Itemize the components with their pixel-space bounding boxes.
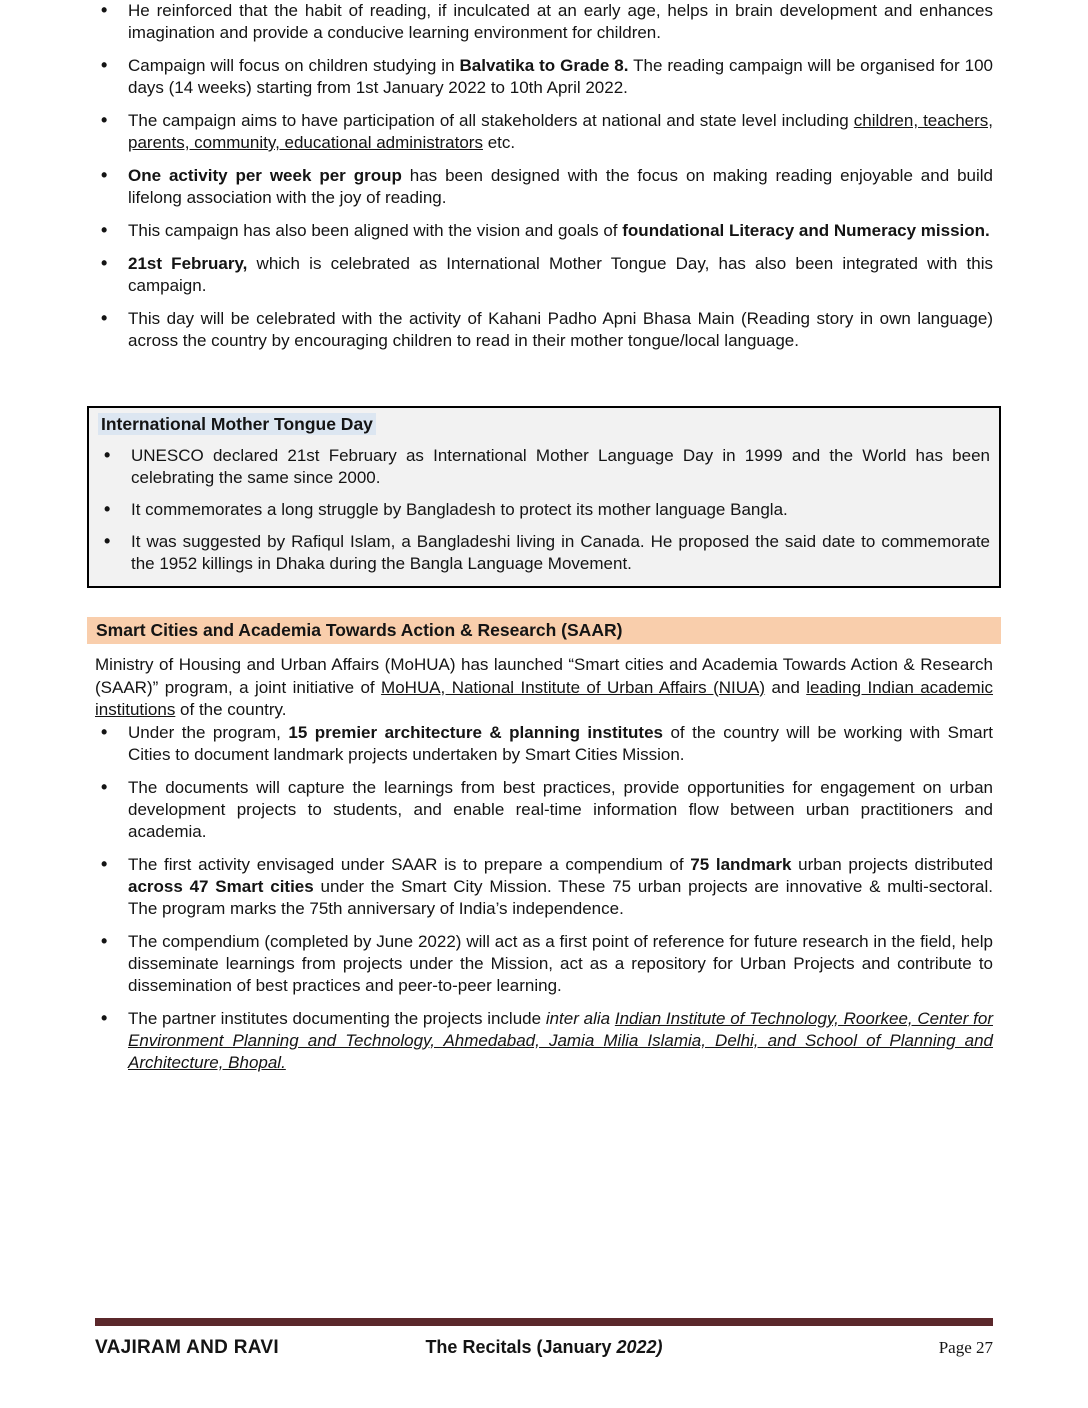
box-title: International Mother Tongue Day	[98, 413, 376, 435]
text-segment: The documents will capture the learnings from best practices, provide opportunities for engagement on urban development projects to students, and enable real-time information flow between urban practitioners and academia.	[128, 777, 993, 841]
saar-section-heading: Smart Cities and Academia Towards Action & Research (SAAR)	[87, 617, 1001, 644]
text-segment: The campaign aims to have participation of all stakeholders at national and state level including	[128, 111, 854, 130]
text-segment: This campaign has also been aligned with the vision and goals of	[128, 221, 623, 240]
text-segment: It was suggested by Rafiqul Islam, a Bangladeshi living in Canada. He proposed the said date to commemorate the 1952 killings in Dhaka during the Bangla Language Movement.	[131, 532, 990, 573]
mother-tongue-day-box	[87, 406, 1001, 588]
text-segment: 15 premier architecture & planning institutes	[288, 722, 663, 742]
mother-tongue-day-bullet-list	[98, 445, 990, 575]
list-item	[95, 0, 993, 44]
text-segment: The compendium (completed by June 2022) will act as a first point of reference for future research in the field, help disseminate learnings from projects under the Mission, act as a repository for Urban Projects and contribute to dissemination of best practices and peer-to-peer learning.	[128, 931, 993, 995]
footer-page-number: Page 27	[938, 1338, 993, 1357]
text-segment: Balvatika to Grade 8.	[459, 56, 629, 75]
text-segment: The partner institutes documenting the projects include	[128, 1008, 546, 1028]
text-segment: The first activity envisaged under SAAR is to prepare a compendium of	[128, 854, 691, 874]
text-segment: etc.	[482, 133, 516, 152]
text-segment: It commemorates a long struggle by Bangladesh to protect its mother language Bangla.	[131, 500, 788, 519]
list-item	[95, 220, 993, 242]
list-item	[95, 1008, 993, 1074]
text-segment: and	[765, 677, 807, 697]
text-segment: UNESCO declared 21st February as International Mother Language Day in 1999 and the World has been celebrating the same since 2000.	[131, 446, 990, 487]
footer-publication-title	[375, 1337, 713, 1358]
text-segment: This day will be celebrated with the activity of Kahani Padho Apni Bhasa Main (Reading story in own language) across the country by encouraging children to read in their mother tongue/local language.	[128, 309, 993, 350]
text-segment: urban projects distributed	[791, 854, 993, 874]
text-segment: children, teachers, parents, community, educational administrators	[128, 111, 994, 152]
text-segment: of the country will be working with Smart Cities to document landmark projects undertaken by Smart Cities Mission.	[128, 722, 993, 764]
text-segment: Campaign will focus on children studying in	[128, 56, 460, 75]
text-segment: 21st February,	[128, 254, 248, 273]
text-segment: Under the program,	[128, 722, 289, 742]
text-segment: inter alia	[545, 1008, 611, 1028]
footer-divider	[95, 1318, 993, 1326]
text-segment: He reinforced that the habit of reading, if inculcated at an early age, helps in brain development and enhances imagination and provide a conducive learning environment for children.	[128, 1, 993, 42]
text-segment: The Recitals (January	[425, 1337, 617, 1357]
text-segment: 2022)	[616, 1337, 663, 1357]
list-item	[95, 722, 993, 766]
list-item	[95, 777, 993, 843]
list-item	[95, 55, 993, 99]
page-footer	[95, 1318, 993, 1359]
footer-row	[95, 1337, 993, 1359]
list-item	[98, 445, 990, 489]
text-segment: of the country.	[175, 700, 287, 719]
list-item	[98, 531, 990, 575]
text-segment: 75 landmark	[690, 854, 792, 874]
list-item	[95, 854, 993, 920]
text-segment: One activity per week per group	[128, 166, 402, 185]
text-segment: which is celebrated as International Mother Tongue Day, has also been integrated with this campaign.	[128, 254, 993, 295]
list-item	[98, 499, 990, 521]
text-segment: leading Indian academic institutions	[95, 677, 993, 719]
saar-bullet-list	[95, 722, 993, 1074]
text-segment: Ministry of Housing and Urban Affairs (MoHUA) has launched “Smart cities and Academia Towards Action & Research (SAAR)” program, a joint initiative of	[95, 655, 993, 697]
text-segment: across 47 Smart cities	[128, 876, 314, 896]
text-segment: has been designed with the focus on making reading enjoyable and build lifelong association with the joy of reading.	[128, 166, 993, 207]
list-item	[95, 308, 993, 352]
text-segment: foundational Literacy and Numeracy mission.	[622, 221, 990, 240]
text-segment: Indian Institute of Technology, Roorkee, Center for Environment Planning and Technology, Ahmedabad, Jamia Milia Islamia, Delhi, and School of Planning and Architecture, Bhopal.	[128, 1008, 993, 1072]
footer-organization: VAJIRAM AND RAVI	[95, 1337, 279, 1358]
text-segment: MoHUA, National Institute of Urban Affairs (NIUA)	[381, 677, 766, 697]
list-item	[95, 165, 993, 209]
list-item	[95, 110, 993, 154]
saar-intro-paragraph	[95, 654, 993, 722]
list-item	[95, 253, 993, 297]
text-segment: The reading campaign will be organised for 100 days (14 weeks) starting from 1st January 2022 to 10th April 2022.	[128, 56, 993, 97]
box-title-row	[98, 413, 990, 435]
text-segment: under the Smart City Mission. These 75 urban projects are innovative & multi-sectoral. The program marks the 75th anniversary of India’s independence.	[128, 876, 993, 918]
reading-campaign-bullet-list	[95, 0, 993, 352]
page-content	[95, 0, 993, 1085]
list-item	[95, 931, 993, 997]
